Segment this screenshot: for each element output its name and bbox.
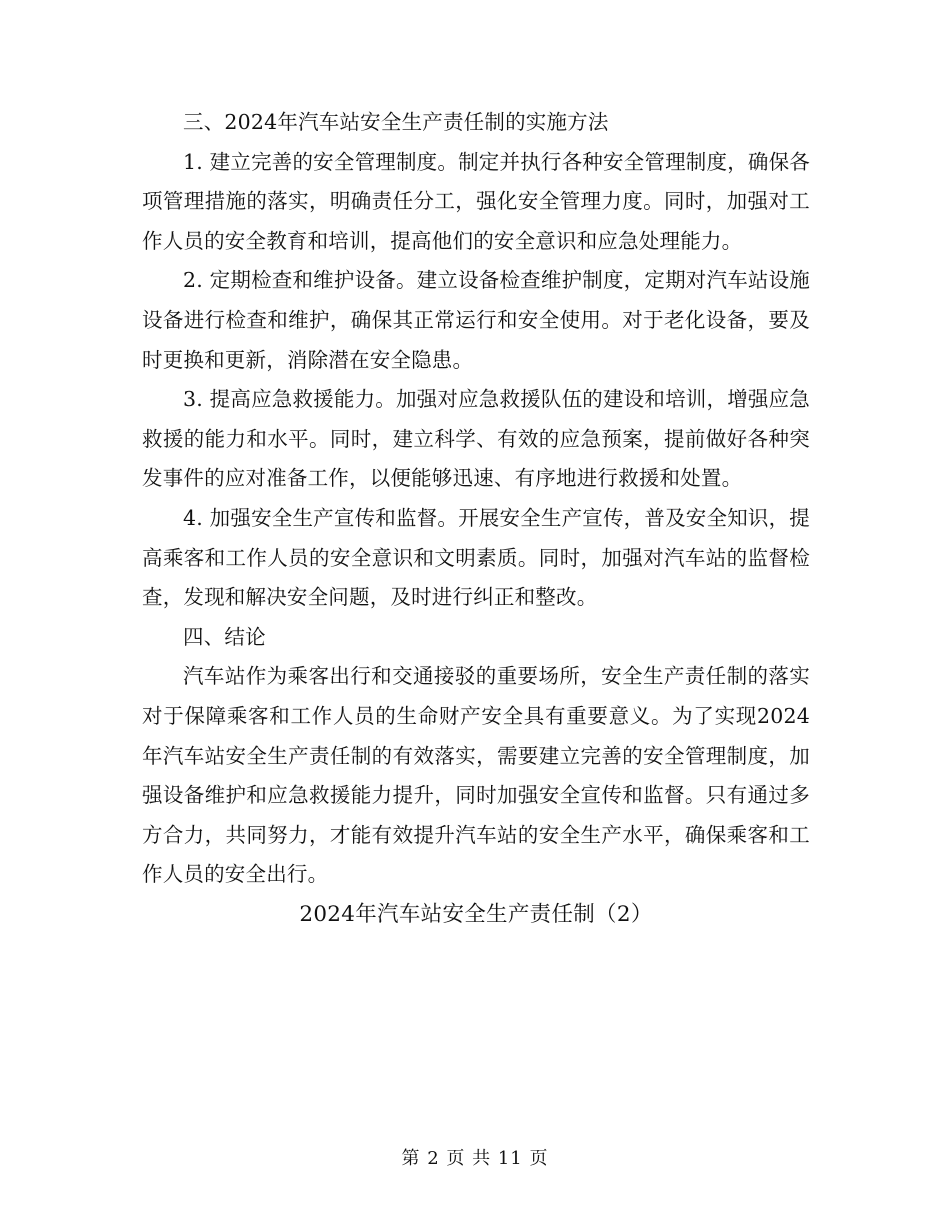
paragraph-item-1: 1. 建立完善的安全管理制度。制定并执行各种安全管理制度，确保各项管理措施的落实，明确责任分工，强化安全管理力度。同时，加强对工作人员的安全教育和培训，提高他们的安全意识和应急处理能力。: [142, 149, 810, 253]
heading-implementation-methods: 三、2024年汽车站安全生产责任制的实施方法: [183, 110, 609, 134]
section-title: 2024年汽车站安全生产责任制（2）: [299, 901, 653, 927]
heading-conclusion: 四、结论: [183, 624, 266, 649]
page-number-footer: 第 2 页 共 11 页: [401, 1148, 549, 1169]
paragraph-item-2: 2. 定期检查和维护设备。建立设备检查维护制度，定期对汽车站设施设备进行检查和维护，确保其正常运行和安全使用。对于老化设备，要及时更换和更新，消除潜在安全隐患。: [142, 268, 810, 372]
paragraph-conclusion: 汽车站作为乘客出行和交通接驳的重要场所，安全生产责任制的落实对于保障乘客和工作人员的生命财产安全具有重要意义。为了实现2024年汽车站安全生产责任制的有效落实，需要建立完善的安全管理制度，加强设备维护和应急救援能力提升，同时加强安全宣传和监督。只有通过多方合力，共同努力，才能有效提升汽车站的安全生产水平，确保乘客和工作人员的安全出行。: [142, 664, 810, 887]
document-body: [142, 103, 810, 935]
paragraph-item-3: 3. 提高应急救援能力。加强对应急救援队伍的建设和培训，增强应急救援的能力和水平。同时，建立科学、有效的应急预案，提前做好各种突发事件的应对准备工作，以便能够迅速、有序地进行救援和处置。: [142, 387, 810, 491]
paragraph-item-4: 4. 加强安全生产宣传和监督。开展安全生产宣传，普及安全知识，提高乘客和工作人员的安全意识和文明素质。同时，加强对汽车站的监督检查，发现和解决安全问题，及时进行纠正和整改。: [142, 505, 810, 610]
